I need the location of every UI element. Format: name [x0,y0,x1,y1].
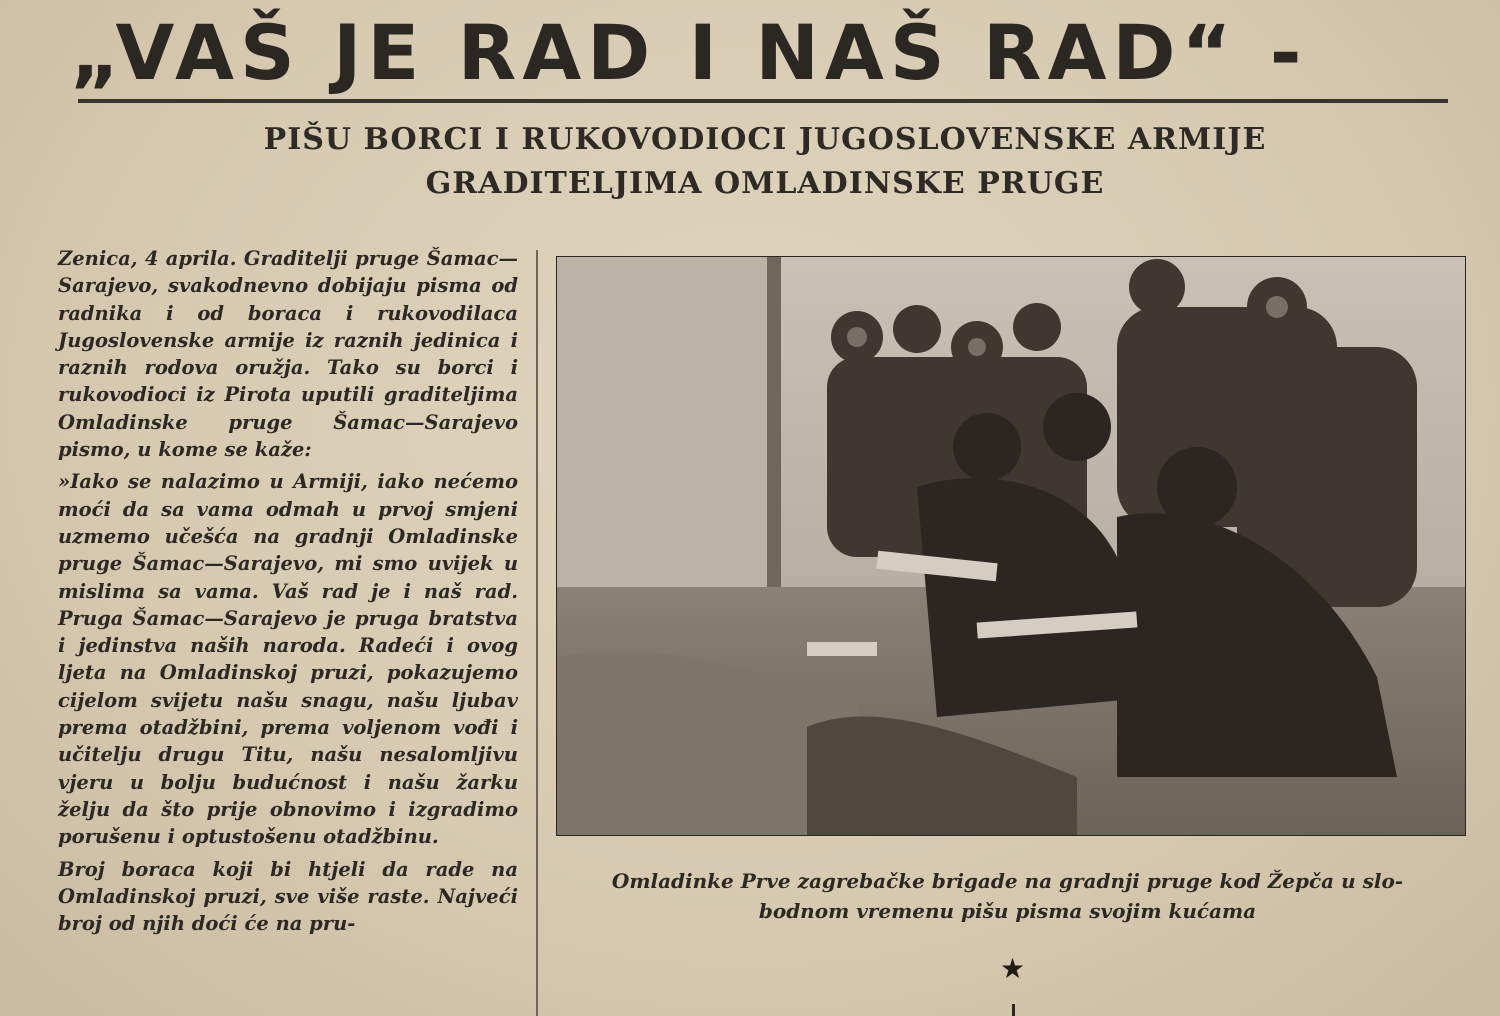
subheadline [80,118,1450,206]
photo-illustration [557,257,1465,835]
photo-caption [540,866,1475,926]
article-paragraph-3: Broj boraca koji bi htjeli da rade na Omladinskoj pruzi, sve više raste. Najveći broj od njih doći će na pru- [58,857,518,936]
next-headline-fragment [1012,1004,1015,1016]
article-body [58,245,518,942]
column-rule [536,250,538,1016]
subheadline-line-1: PIŠU BORCI I RUKOVODIOCI JUGOSLOVENSKE ARMIJE [263,122,1267,157]
headline: „VAŠ JE RAD I NAŠ RAD“ - [70,8,1308,97]
headline-rule [78,99,1448,103]
article-paragraph-1: Zenica, 4 aprila. Graditelji pruge Šamac—Sarajevo, svakodnevno dobijaju pisma od radnika i od boraca i rukovodilaca Jugoslovenske armije iz raznih jedinica i raznih rodova oružja. Tako su borci i rukovodioci iz Pirota uputili graditeljima Omladinske pruge Šamac—Sarajevo pismo, u kome se kaže: [58,247,518,462]
photo-caption-line-2: bodnom vremenu pišu pisma svojim kućama [758,899,1257,923]
photo-caption-line-1: Omladinke Prve zagrebačke brigade na gradnji pruge kod Žepča u slo- [611,869,1404,893]
news-photo [556,256,1466,836]
star-separator-icon: ★ [1000,952,1026,985]
article-paragraph-2: »Iako se nalazimo u Armiji, iako nećemo moći da sa vama odmah u prvoj smjeni uzmemo učešća na gradnji Omladinske pruge Šamac—Sarajevo, mi smo uvijek u mislima sa vama. Vaš rad je i naš rad. Pruga Šamac—Sarajevo je pruga bratstva i jedinstva naših naroda. Radeći i ovog ljeta na Omladinskoj pruzi, pokazujemo cijelom svijetu našu snagu, našu ljubav prema otadžbini, prema voljenom vođi i učitelju drugu Titu, našu nesalomljivu vjeru u bolju budućnost i našu žarku želju da što prije obnovimo i izgradimo porušenu i optustošenu otadžbinu. [58,470,518,849]
subheadline-line-2: GRADITELJIMA OMLADINSKE PRUGE [425,166,1105,201]
